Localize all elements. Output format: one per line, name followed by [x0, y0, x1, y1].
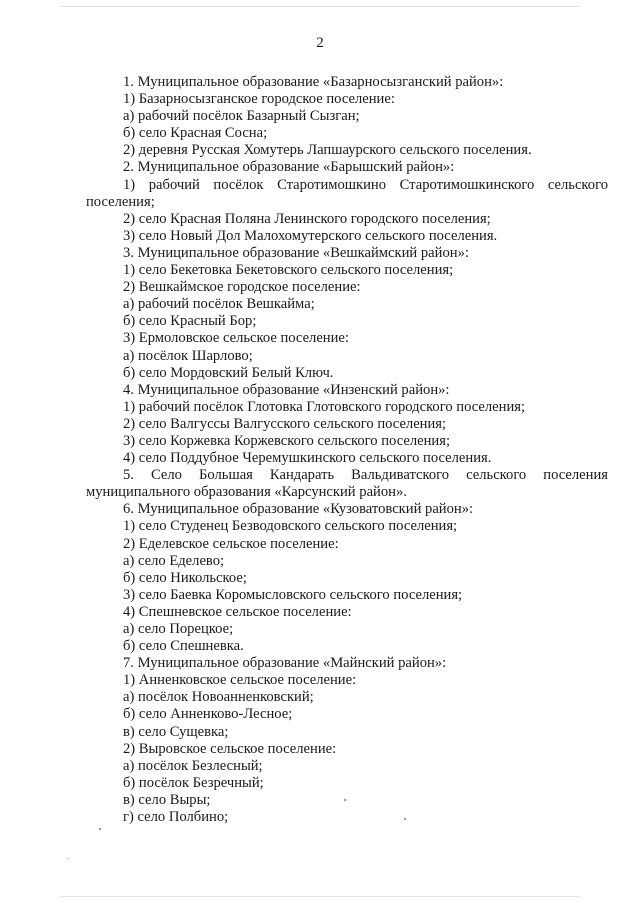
document-body	[86, 74, 608, 826]
text-line: 1) Анненковское сельское поселение:	[123, 672, 357, 689]
text-line: б) посёлок Безречный;	[123, 774, 264, 791]
text-line: 1) Базарносызганское городское поселение:	[123, 91, 395, 108]
text-line: б) село Спешневка.	[123, 638, 244, 655]
scan-speck	[68, 858, 69, 859]
scan-speck	[99, 828, 101, 830]
text-line: а) посёлок Новоанненковский;	[123, 689, 314, 706]
text-line: 1) село Студенец Безводовского сельского поселения;	[123, 518, 458, 535]
text-line: 3) Ермоловское сельское поселение:	[123, 330, 349, 347]
scan-speck	[404, 818, 406, 820]
text-line: а) посёлок Безлесный;	[123, 757, 263, 774]
text-line: 1) село Бекетовка Бекетовского сельского поселения;	[123, 262, 454, 279]
text-line: а) село Еделево;	[123, 552, 225, 569]
text-line: 3. Муниципальное образование «Вешкаймский район»:	[123, 244, 469, 261]
text-line: 2) деревня Русская Хомутерь Лапшаурского сельского поселения.	[123, 142, 532, 159]
text-line: б) село Красная Сосна;	[123, 125, 268, 142]
text-line: а) рабочий посёлок Вешкайма;	[123, 296, 315, 313]
scan-edge-bottom	[60, 896, 580, 897]
scan-speck	[344, 799, 346, 801]
text-line: а) село Порецкое;	[123, 621, 234, 637]
text-line: г) село Полбино;	[123, 809, 229, 826]
text-line: 1. Муниципальное образование «Базарносызганский район»:	[123, 74, 504, 90]
text-line: б) село Красный Бор;	[123, 313, 257, 330]
text-line: 1) рабочий посёлок Глотовка Глотовского городского поселения;	[123, 398, 526, 415]
text-line: 2. Муниципальное образование «Барышский район»:	[123, 159, 455, 176]
text-line: а) рабочий посёлок Базарный Сызган;	[123, 108, 360, 125]
page-number: 2	[316, 35, 324, 51]
text-line: 4) Спешневское сельское поселение:	[123, 603, 352, 620]
text-line: 2) Вешкаймское городское поселение:	[123, 279, 361, 296]
text-line: б) село Анненково-Лесное;	[123, 706, 293, 723]
scan-edge-top	[60, 6, 580, 7]
text-line: б) село Мордовский Белый Ключ.	[123, 364, 334, 381]
text-paragraph: 1) рабочий посёлок Старотимошкино Старотимошкинского сельского поселения;	[86, 176, 608, 210]
text-line: 2) Выровское сельское поселение:	[123, 740, 337, 757]
text-line: 3) село Коржевка Коржевского сельского поселения;	[123, 432, 450, 449]
text-line: 2) село Валгуссы Валгусского сельского поселения;	[123, 415, 447, 432]
text-line: 2) село Красная Поляна Ленинского городского поселения;	[123, 210, 491, 227]
text-paragraph: 5. Село Большая Кандарать Вальдиватского сельского поселения муниципального образования «Карсунский район».	[86, 467, 608, 501]
text-line: 3) село Новый Дол Малохомутерского сельского поселения.	[123, 227, 498, 244]
text-line: 7. Муниципальное образование «Майнский район»:	[123, 655, 447, 672]
text-line: 6. Муниципальное образование «Кузоватовский район»:	[123, 501, 474, 518]
text-line: 4. Муниципальное образование «Инзенский район»:	[123, 381, 450, 398]
text-line: в) село Выры;	[123, 791, 211, 808]
text-line: а) посёлок Шарлово;	[123, 347, 253, 364]
text-line: 2) Еделевское сельское поселение:	[123, 535, 339, 552]
text-line: 4) село Поддубное Черемушкинского сельского поселения.	[123, 450, 492, 467]
text-line: 3) село Баевка Коромысловского сельского поселения;	[123, 586, 463, 603]
text-line: в) село Сущевка;	[123, 723, 229, 740]
text-line: б) село Никольское;	[123, 569, 247, 586]
